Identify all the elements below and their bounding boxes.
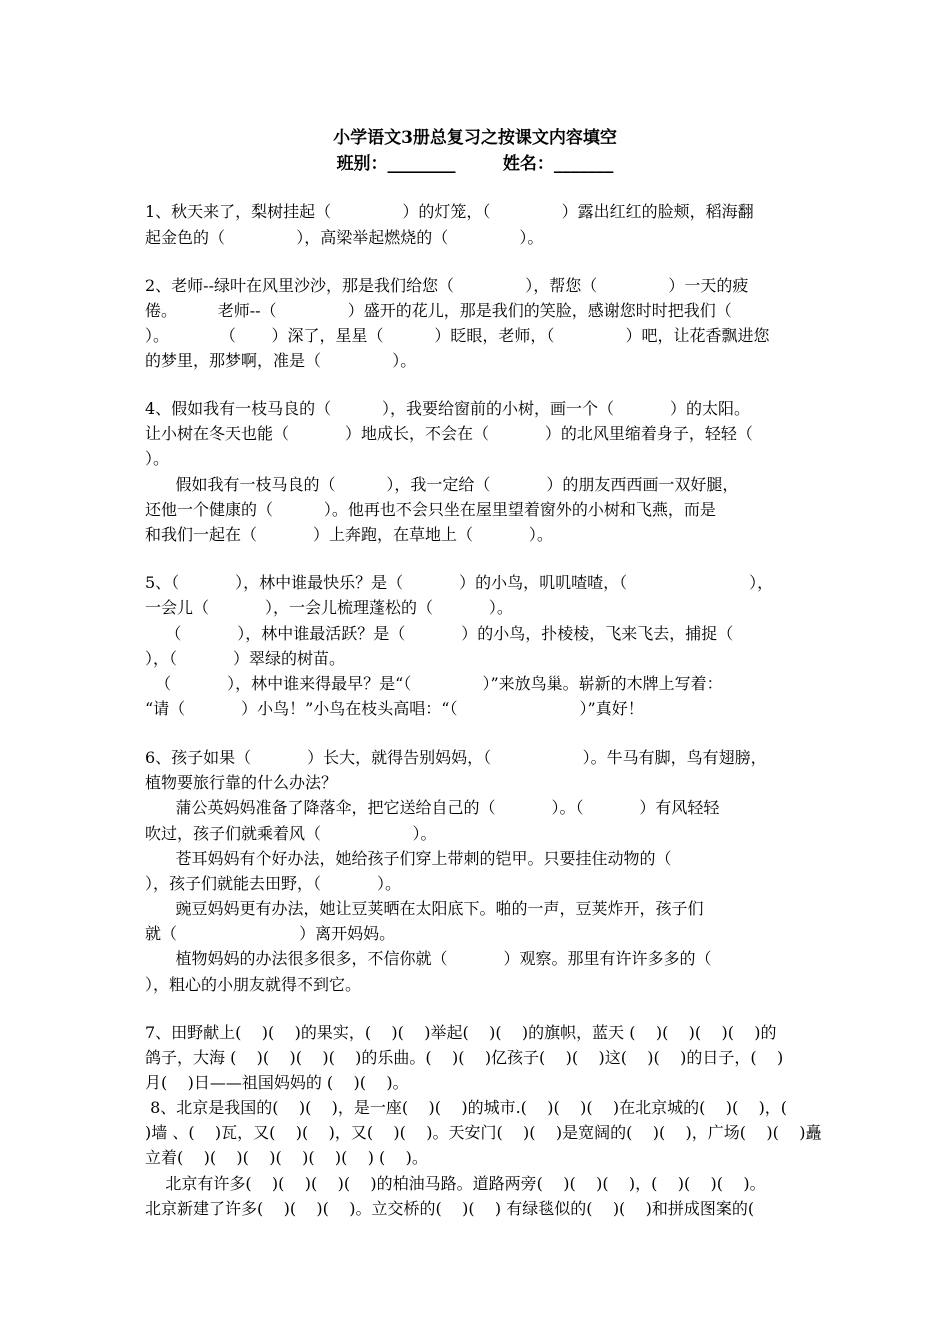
text-line: 起金色的（ ），高梁举起燃烧的（ ）。 [145,228,544,247]
text-line: 蒲公英妈妈准备了降落伞，把它送给自己的（ ）。（ ）有风轻轻 [145,798,720,817]
text-line: ），粗心的小朋友就得不到它。 [145,975,362,994]
text-line: 月( )日——祖国妈妈的 ( )( )。 [145,1073,409,1092]
text-line: 苍耳妈妈有个好办法，她给孩子们穿上带刺的铠甲。只要挂住动物的（ [145,849,672,868]
name-label: 姓名：_______ [502,154,614,174]
text-line: （ ），林中谁最活跃？是（ ）的小鸟，扑棱棱，飞来飞去，捕捉（ [145,624,734,643]
text-line: 立着( )( )( )( )( )( ) ( )。 [145,1148,428,1167]
text-line: ），（ ）翠绿的树苗。 [145,649,345,668]
text-line: 和我们一起在（ ）上奔跑，在草地上（ ）。 [145,525,553,544]
text-line: 4、假如我有一枝马良的（ ），我要给窗前的小树，画一个（ ）的太阳。 [145,399,750,418]
text-line: 的梦里，那梦啊，准是（ ）。 [145,351,417,370]
text-line: 就（ ）离开妈妈。 [145,924,396,943]
text-line: 8、北京是我国的( )( )，是一座( )( )的城市.( )( )( )在北京城的( )( )，( [145,1098,788,1117]
text-line: ），孩子们就能去田野，（ ）。 [145,874,401,893]
text-line: 北京新建了许多( )( )( )。立交桥的( )( ) 有绿毯似的( )( )和拼成图案的( [145,1199,755,1218]
text-line: 假如我有一枝马良的（ ），我一定给（ ）的朋友西西画一双好腿， [145,475,739,494]
text-line: 植物妈妈的办法很多很多，不信你就（ ）观察。那里有许许多多的（ [145,949,712,968]
text-line: 豌豆妈妈更有办法，她让豆荚晒在太阳底下。啪的一声，豆荚炸开，孩子们 [145,899,704,918]
class-label: 班别：________ [336,154,456,174]
text-line: 6、孩子如果（ ）长大，就得告别妈妈，（ ）。牛马有脚，鸟有翅膀， [145,748,767,767]
text-line: 一会儿（ ），一会儿梳理蓬松的（ ）。 [145,598,513,617]
text-line: 7、田野献上( )( )的果实，( )( )举起( )( )的旗帜，蓝天 ( )( )( )( )的 [145,1023,777,1042]
text-line: 1、秋天来了，梨树挂起（ ）的灯笼，（ ）露出红红的脸颊，稻海翻 [145,202,754,221]
text-line: 吹过，孩子们就乘着风（ ）。 [145,824,437,843]
text-line: ）。 [145,449,170,468]
text-line: 还他一个健康的（ ）。他再也不会只坐在屋里望着窗外的小树和飞燕，而是 [145,500,716,519]
text-line: “请（ ）小鸟！”小鸟在枝头高唱：“（ ）”真好！ [145,699,644,718]
student-info [0,152,950,176]
text-line: 鸽子，大海 ( )( )( )( )的乐曲。( )( )亿孩子( )( )这( )( )的日子，( ) [145,1048,784,1067]
text-line: 倦。 老师--（ ）盛开的花儿，那是我们的笑脸，感谢您时时把我们（ [145,301,732,320]
text-line: ）。 （ ）深了，星星（ ）眨眼，老师，（ ）吧，让花香飘进您 [145,326,770,345]
text-line: 植物要旅行靠的什么办法？ [145,773,338,792]
text-line: )墙 、( )瓦，又( )( )，又( )( )。天安门( )( )是宽阔的( )( )，广场( )( )矗 [145,1123,822,1142]
text-line: 5、（ ），林中谁最快乐？是（ ）的小鸟，叽叽喳喳，（ ）， [145,573,774,592]
text-line: （ ），林中谁来得最早？是“（ ）”来放鸟巢。崭新的木牌上写着： [145,674,723,693]
text-line: 2、老师--绿叶在风里沙沙，那是我们给您（ ），帮您（ ）一天的疲 [145,276,749,295]
text-line: 北京有许多( )( )( )( )的柏油马路。道路两旁( )( )( )，( )( )( )。 [145,1174,766,1193]
page-title: 小学语文3册总复习之按课文内容填空 [333,128,617,148]
text-line: 让小树在冬天也能（ ）地成长，不会在（ ）的北风里缩着身子，轻轻（ [145,424,753,443]
